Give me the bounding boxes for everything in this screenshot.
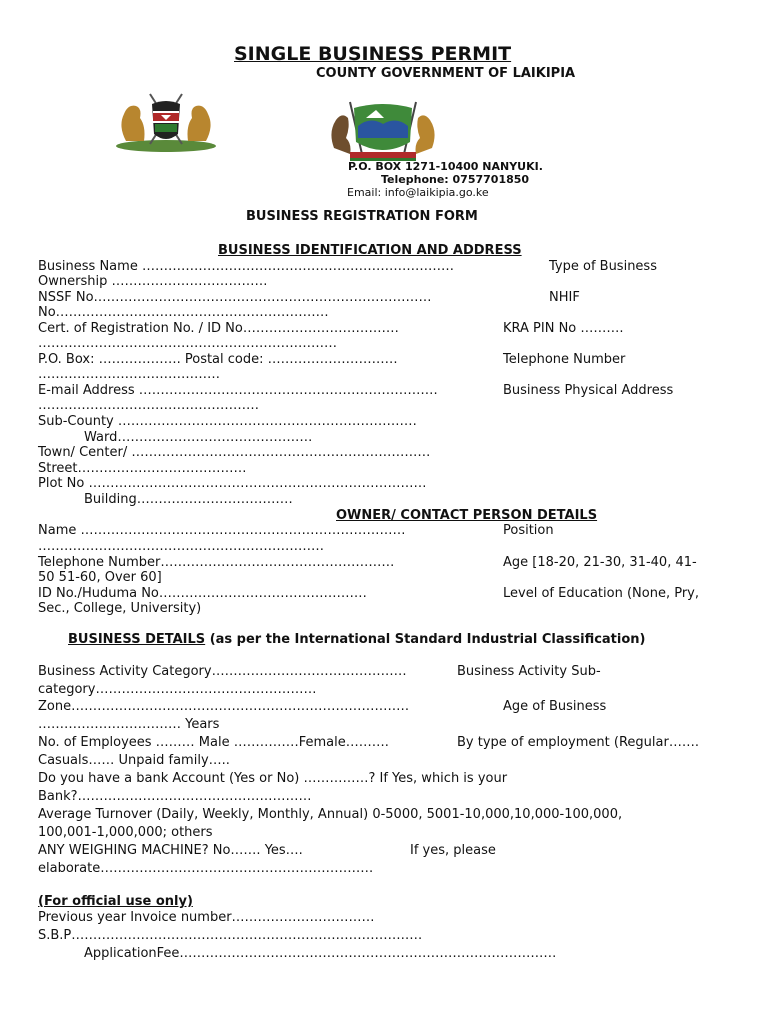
form-title: BUSINESS REGISTRATION FORM (246, 209, 478, 224)
field-nhif-no: No……………………………………………………… (38, 305, 329, 320)
field-bank: Bank?……………………………………………… (38, 789, 312, 804)
field-owner-name: Name ………………………………………………………………… (38, 523, 406, 538)
field-if-yes: If yes, please (410, 843, 496, 858)
field-kra-pin: KRA PIN No ………. (503, 321, 624, 336)
county-name: COUNTY GOVERNMENT OF LAIKIPIA (316, 66, 576, 81)
field-telephone-line: …………………………………… (38, 367, 220, 382)
field-casuals: Casuals…… Unpaid family….. (38, 753, 230, 768)
field-nhif: NHIF (549, 290, 580, 305)
field-sbp: S.B.P……………………………………………………………………… (38, 928, 423, 943)
field-ward: Ward……………………………………… (84, 430, 313, 445)
field-cert-registration: Cert. of Registration No. / ID No……………………………… (38, 321, 399, 336)
section-heading-business-suffix: (as per the International Standard Industrial Classification) (205, 632, 646, 647)
field-physical-address-line: …………………………………………… (38, 398, 259, 413)
field-owner-position-line: ………………………………………………………… (38, 539, 324, 554)
field-age-of-business: Age of Business (503, 699, 607, 714)
field-owner-id: ID No./Huduma No………………………………………… (38, 586, 367, 601)
section-heading-official: (For official use only) (38, 894, 193, 909)
laikipia-county-seal-icon (320, 98, 446, 164)
field-previous-invoice: Previous year Invoice number…………………………… (38, 910, 375, 925)
field-activity-category: Business Activity Category……………………………………… (38, 664, 407, 679)
field-business-name: Business Name ……………………………………………………………… (38, 259, 454, 274)
field-po-box: P.O. Box: ………………. Postal code: ………………………… (38, 352, 398, 367)
field-zone: Zone…………………………………………………………………… (38, 699, 410, 714)
field-building: Building……………………………… (84, 492, 293, 507)
section-heading-owner: OWNER/ CONTACT PERSON DETAILS (336, 508, 598, 523)
field-activity-subcategory: category…………………………………………… (38, 682, 317, 697)
field-weighing-machine: ANY WEIGHING MACHINE? No……. Yes…. (38, 843, 303, 858)
field-plot-no: Plot No …………………………………………………………………… (38, 476, 427, 491)
field-employment-type: By type of employment (Regular……. (457, 735, 699, 750)
field-owner-education: Level of Education (None, Pry, (503, 586, 699, 601)
field-bank-account: Do you have a bank Account (Yes or No) ……………? If Yes, which is your (38, 771, 508, 786)
field-turnover-cont: 100,001-1,000,000; others (38, 825, 213, 840)
field-ownership: Ownership ……………………………… (38, 274, 268, 289)
field-street: Street………………………………… (38, 461, 247, 476)
telephone: Telephone: 0757701850 (381, 173, 530, 186)
field-turnover: Average Turnover (Daily, Weekly, Monthly, Annual) 0-5000, 5001-10,000,10,000-100,000, (38, 807, 623, 822)
field-telephone-number: Telephone Number (503, 352, 626, 367)
field-elaborate: elaborate……………………………………………………… (38, 861, 374, 876)
page-title: SINGLE BUSINESS PERMIT (234, 43, 512, 65)
field-town-center: Town/ Center/ …………………………………………………………… (38, 445, 431, 460)
field-owner-age: Age [18-20, 21-30, 31-40, 41- (503, 555, 697, 570)
field-owner-age-cont: 50 51-60, Over 60] (38, 570, 162, 585)
section-heading-business (68, 632, 645, 647)
field-owner-position: Position (503, 523, 554, 538)
field-business-physical-address: Business Physical Address (503, 383, 674, 398)
field-type-of-business: Type of Business (549, 259, 657, 274)
field-years: …………………………… Years (38, 717, 220, 732)
field-application-fee: ApplicationFee…………………………………………………………………………… (84, 946, 557, 961)
field-employees: No. of Employees ……… Male ……………Female………. (38, 735, 389, 750)
section-heading-business-label: BUSINESS DETAILS (68, 632, 206, 647)
field-activity-sub: Business Activity Sub- (457, 664, 601, 679)
kenya-coat-of-arms-icon (106, 86, 226, 156)
field-owner-education-cont: Sec., College, University) (38, 601, 202, 616)
email: Email: info@laikipia.go.ke (347, 186, 489, 199)
field-owner-telephone: Telephone Number……………………………………………… (38, 555, 395, 570)
field-kra-pin-line: …………………………………………………………… (38, 336, 337, 351)
field-email: E-mail Address …………………………………………………………… (38, 383, 438, 398)
field-sub-county: Sub-County …………………………………………………………… (38, 414, 417, 429)
po-box: P.O. BOX 1271-10400 NANYUKI. (348, 160, 543, 173)
section-heading-identification: BUSINESS IDENTIFICATION AND ADDRESS (218, 243, 522, 258)
field-nssf: NSSF No…………………………………………………………………… (38, 290, 432, 305)
